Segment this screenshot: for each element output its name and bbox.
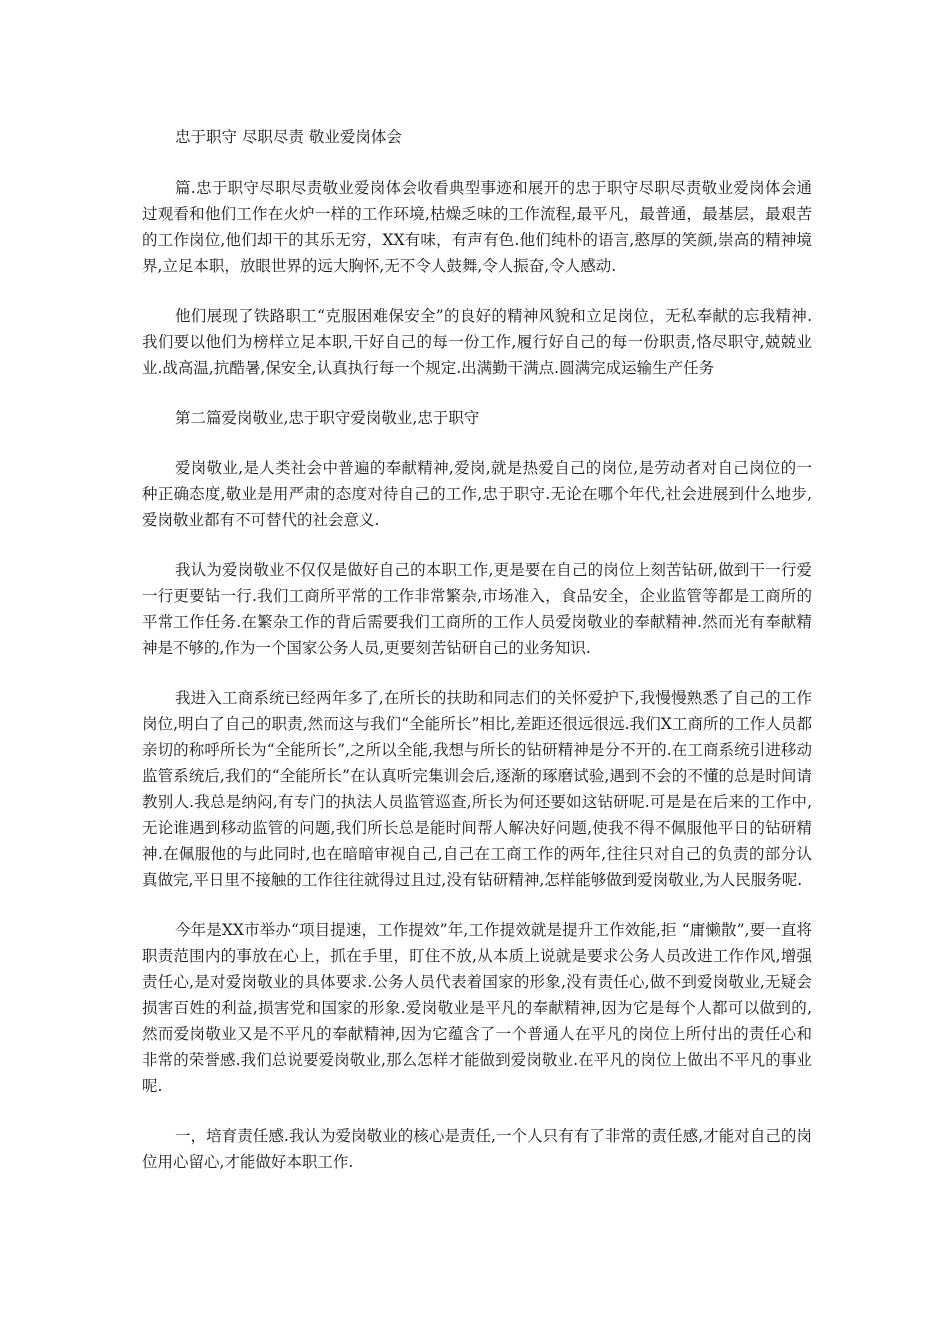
document-title: 忠于职守 尽职尽责 敬业爱岗体会 xyxy=(175,128,402,146)
paragraph: 我进入工商系统已经两年多了,在所长的扶助和同志们的关怀爱护下,我慢慢熟悉了自己的工作岗位,明白了自己的职责,然而这与我们“全能所长”相比,差距还很远很远.我们X工商所的工作人员都亲切的称呼所长为“全能所长”,之所以全能,我想与所长的钻研精神是分不开的.在工商系统引进移动监管系统后,我们的“全能所长”在认真听完集训会后,逐渐的琢磨试验,遇到不会的不懂的总是时间请教别人.我总是纳闷,有专门的执法人员监管巡查,所长为何还要如这钻研呢.可是是在后来的工作中,无论谁遇到移动监管的问题,我们所长总是能时间帮人解决好问题,使我不得不佩服他平日的钻研精神.在佩服他的与此同时,也在暗暗审视自己,自己在工商工作的两年,往往只对自己的负责的部分认真做完,平日里不接触的工作往往就得过且过,没有钻研精神,怎样能够做到爱岗敬业,为人民服务呢. xyxy=(142,689,812,889)
paragraph: 篇.忠于职守尽职尽责敬业爱岗体会收看典型事迹和展开的忠于职守尽职尽责敬业爱岗体会通过观看和他们工作在火炉一样的工作环境,枯燥乏味的工作流程,最平凡，最普通，最基层，最艰苦的工作岗位,他们却干的其乐无穷，XX有味，有声有色.他们纯朴的语言,憨厚的笑颜,崇高的精神境界,立足本职，放眼世界的远大胸怀,无不令人鼓舞,令人振奋,令人感动. xyxy=(142,179,812,275)
paragraph: 我认为爱岗敬业不仅仅是做好自己的本职工作,更是要在自己的岗位上刻苦钻研,做到干一行爱一行更要钻一行.我们工商所平常的工作非常繁杂,市场准入，食品安全，企业监管等都是工商所的平常工作任务.在繁杂工作的背后需要我们工商所的工作人员爱岗敬业的奉献精神.然而光有奉献精神是不够的,作为一个国家公务人员,更要刻苦钻研自己的业务知识. xyxy=(142,561,812,657)
section-heading: 第二篇爱岗敬业,忠于职守爱岗敬业,忠于职守 xyxy=(175,409,480,427)
paragraph: 今年是XX市举办“项目提速，工作提效”年,工作提效就是提升工作效能,拒 “庸懒散”,要一直将职责范围内的事放在心上，抓在手里，盯住不放,从本质上说就是要求公务人员改进工作作风,增强责任心,是对爱岗敬业的具体要求.公务人员代表着国家的形象,没有责任心,做不到爱岗敬业,无疑会损害百姓的利益,损害党和国家的形象.爱岗敬业是平凡的奉献精神,因为它是每个人都可以做到的,然而爱岗敬业又是不平凡的奉献精神,因为它蕴含了一个普通人在平凡的岗位上所付出的责任心和非常的荣誉感.我们总说要爱岗敬业,那么怎样才能做到爱岗敬业.在平凡的岗位上做出不平凡的事业呢. xyxy=(142,921,812,1095)
paragraph: 他们展现了铁路职工“克服困难保安全”的良好的精神风貌和立足岗位，无私奉献的忘我精神.我们要以他们为榜样立足本职,干好自己的每一份工作,履行好自己的每一份职责,恪尽职守,兢兢业业.战高温,抗酷暑,保安全,认真执行每一个规定.出满勤干满点.圆满完成运输生产任务 xyxy=(142,307,812,377)
paragraph: 一，培育责任感.我认为爱岗敬业的核心是责任,一个人只有有了非常的责任感,才能对自己的岗位用心留心,才能做好本职工作. xyxy=(142,1127,812,1171)
paragraph: 爱岗敬业,是人类社会中普遍的奉献精神,爱岗,就是热爱自己的岗位,是劳动者对自己岗位的一种正确态度,敬业是用严肃的态度对待自己的工作,忠于职守.无论在哪个年代,社会进展到什么地步,爱岗敬业都有不可替代的社会意义. xyxy=(142,459,812,529)
document-body xyxy=(142,124,812,1199)
